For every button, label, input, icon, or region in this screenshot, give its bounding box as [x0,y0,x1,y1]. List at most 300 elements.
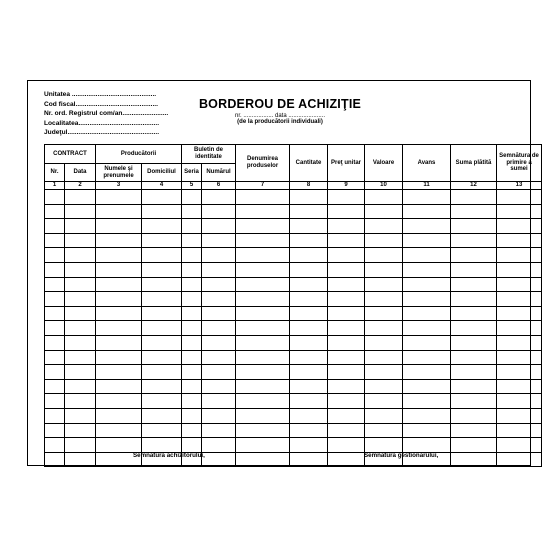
table-row [45,292,542,307]
table-cell[interactable] [236,219,290,234]
table-cell[interactable] [328,394,365,409]
table-cell[interactable] [182,190,202,205]
table-cell[interactable] [403,262,451,277]
table-cell[interactable] [497,408,542,423]
header-semnatura: Semnătura de primire a sumei [497,145,542,182]
table-cell[interactable] [182,277,202,292]
document-note: (de la producătorii individuali) [237,119,323,125]
column-number: 4 [142,182,182,190]
table-cell[interactable] [45,306,65,321]
table-cell[interactable] [365,350,403,365]
table-cell[interactable] [403,408,451,423]
table-cell[interactable] [328,262,365,277]
table-cell[interactable] [142,204,182,219]
table-cell[interactable] [290,204,328,219]
signature-achizitor: Semnătura achizitorului, [133,452,205,459]
table-cell[interactable] [96,350,142,365]
table-cell[interactable] [45,408,65,423]
table-cell[interactable] [365,394,403,409]
table-cell[interactable] [202,350,236,365]
table-cell[interactable] [182,365,202,380]
table-cell[interactable] [497,350,542,365]
table-cell[interactable] [202,423,236,438]
table-cell[interactable] [403,219,451,234]
table-cell[interactable] [365,423,403,438]
table-cell[interactable] [236,204,290,219]
table-cell[interactable] [451,204,497,219]
table-cell[interactable] [497,321,542,336]
table-cell[interactable] [290,350,328,365]
table-cell[interactable] [328,379,365,394]
table-cell[interactable] [142,292,182,307]
table-cell[interactable] [290,262,328,277]
table-cell[interactable] [202,233,236,248]
table-cell[interactable] [65,292,96,307]
table-cell[interactable] [497,277,542,292]
table-row [45,306,542,321]
table-cell[interactable] [202,204,236,219]
table-cell[interactable] [497,204,542,219]
table-cell[interactable] [142,408,182,423]
table-cell[interactable] [328,233,365,248]
table-cell[interactable] [365,438,403,453]
header-contract: CONTRACT [45,145,96,164]
table-cell[interactable] [65,365,96,380]
table-row [45,233,542,248]
table-cell[interactable] [451,292,497,307]
table-cell[interactable] [365,306,403,321]
table-cell[interactable] [236,365,290,380]
table-row [45,438,542,453]
table-cell[interactable] [403,335,451,350]
column-number: 5 [182,182,202,190]
table-cell[interactable] [328,423,365,438]
table-cell[interactable] [497,248,542,263]
purchase-table [44,144,542,467]
table-cell[interactable] [328,452,365,467]
table-cell[interactable] [290,408,328,423]
table-cell[interactable] [202,277,236,292]
table-cell[interactable] [45,219,65,234]
signature-gestionar: Semnătura gestionarului, [364,452,439,459]
table-cell[interactable] [236,277,290,292]
table-cell[interactable] [403,438,451,453]
table-cell[interactable] [65,277,96,292]
table-cell[interactable] [403,379,451,394]
table-body [45,190,542,467]
table-cell[interactable] [142,350,182,365]
table-cell[interactable] [96,365,142,380]
table-row [45,365,542,380]
table-cell[interactable] [497,423,542,438]
table-cell[interactable] [142,219,182,234]
field-localitatea: Localitatea............................................ [44,119,160,127]
table-cell[interactable] [182,292,202,307]
table-cell[interactable] [142,233,182,248]
table-cell[interactable] [497,452,542,467]
column-number: 3 [96,182,142,190]
table-cell[interactable] [290,365,328,380]
table-cell[interactable] [328,438,365,453]
table-cell[interactable] [497,379,542,394]
table-cell[interactable] [142,262,182,277]
table-cell[interactable] [96,262,142,277]
table-cell[interactable] [96,321,142,336]
column-number: 2 [65,182,96,190]
table-cell[interactable] [202,248,236,263]
table-cell[interactable] [142,423,182,438]
table-cell[interactable] [328,306,365,321]
table-row [45,248,542,263]
table-cell[interactable] [451,438,497,453]
table-cell[interactable] [236,233,290,248]
header-denumirea: Denumirea produselor [236,145,290,182]
table-cell[interactable] [451,262,497,277]
table-cell[interactable] [403,277,451,292]
table-row [45,452,542,467]
table-cell[interactable] [65,438,96,453]
field-judetul: Judeţul.................................................. [44,129,160,137]
table-cell[interactable] [202,321,236,336]
table-cell[interactable] [236,379,290,394]
table-cell[interactable] [236,408,290,423]
table-cell[interactable] [45,292,65,307]
table-cell[interactable] [96,408,142,423]
table-cell[interactable] [451,219,497,234]
table-cell[interactable] [96,277,142,292]
table-cell[interactable] [236,438,290,453]
table-cell[interactable] [65,335,96,350]
table-cell[interactable] [290,379,328,394]
table-cell[interactable] [142,248,182,263]
header-pret: Preţ unitar [328,145,365,182]
table-cell[interactable] [182,438,202,453]
column-number-row [45,182,542,190]
table-cell[interactable] [202,365,236,380]
table-cell[interactable] [182,321,202,336]
table-cell[interactable] [451,379,497,394]
table-cell[interactable] [328,365,365,380]
table-cell[interactable] [403,248,451,263]
table-cell[interactable] [96,379,142,394]
table-cell[interactable] [328,204,365,219]
table-cell[interactable] [403,190,451,205]
table-cell[interactable] [65,204,96,219]
table-cell[interactable] [182,379,202,394]
table-cell[interactable] [65,379,96,394]
table-cell[interactable] [182,350,202,365]
table-cell[interactable] [142,365,182,380]
table-cell[interactable] [328,277,365,292]
table-cell[interactable] [497,335,542,350]
table-cell[interactable] [365,335,403,350]
table-cell[interactable] [365,190,403,205]
table-cell[interactable] [65,423,96,438]
column-number: 9 [328,182,365,190]
table-cell[interactable] [202,452,236,467]
table-cell[interactable] [96,438,142,453]
table-cell[interactable] [365,321,403,336]
table-cell[interactable] [236,306,290,321]
table-cell[interactable] [182,248,202,263]
table-cell[interactable] [403,204,451,219]
table-cell[interactable] [45,277,65,292]
column-number: 13 [497,182,542,190]
table-cell[interactable] [96,190,142,205]
table-cell[interactable] [365,379,403,394]
table-header-row [45,145,542,164]
table-cell[interactable] [290,423,328,438]
table-cell[interactable] [45,248,65,263]
table-cell[interactable] [45,262,65,277]
table-cell[interactable] [328,248,365,263]
table-cell[interactable] [290,306,328,321]
table-cell[interactable] [290,321,328,336]
table-cell[interactable] [290,394,328,409]
table-cell[interactable] [290,190,328,205]
table-cell[interactable] [202,292,236,307]
column-number: 7 [236,182,290,190]
table-cell[interactable] [65,219,96,234]
header-buletin: Buletin de identitate [182,145,236,164]
table-cell[interactable] [403,365,451,380]
table-cell[interactable] [236,335,290,350]
table-cell[interactable] [96,335,142,350]
table-row [45,321,542,336]
table-cell[interactable] [45,335,65,350]
table-cell[interactable] [451,277,497,292]
table-cell[interactable] [236,394,290,409]
table-cell[interactable] [290,219,328,234]
table-row [45,204,542,219]
table-row [45,262,542,277]
table-cell[interactable] [497,190,542,205]
document-title: BORDEROU DE ACHIZIŢIE [198,97,362,111]
table-cell[interactable] [182,262,202,277]
table-cell[interactable] [365,262,403,277]
field-unitatea: Unitatea .............................................. [44,91,157,98]
table-cell[interactable] [202,219,236,234]
header-suma: Suma plătită [451,145,497,182]
table-row [45,350,542,365]
table-cell[interactable] [65,408,96,423]
table-cell[interactable] [290,438,328,453]
column-number: 6 [202,182,236,190]
table-cell[interactable] [328,292,365,307]
table-cell[interactable] [142,438,182,453]
table-cell[interactable] [328,335,365,350]
table-cell[interactable] [96,248,142,263]
table-cell[interactable] [142,335,182,350]
table-row [45,277,542,292]
table-cell[interactable] [202,394,236,409]
table-cell[interactable] [45,365,65,380]
header-valoare: Valoare [365,145,403,182]
table-row [45,423,542,438]
table-cell[interactable] [451,452,497,467]
table-cell[interactable] [451,306,497,321]
table-cell[interactable] [142,379,182,394]
table-cell[interactable] [202,335,236,350]
table-cell[interactable] [497,262,542,277]
table-cell[interactable] [45,204,65,219]
table-cell[interactable] [365,408,403,423]
column-number: 8 [290,182,328,190]
table-cell[interactable] [451,394,497,409]
table-row [45,335,542,350]
table-cell[interactable] [236,452,290,467]
table-cell[interactable] [236,321,290,336]
table-cell[interactable] [65,248,96,263]
table-cell[interactable] [403,321,451,336]
table-cell[interactable] [365,233,403,248]
table-cell[interactable] [45,350,65,365]
table-cell[interactable] [451,335,497,350]
table-cell[interactable] [45,190,65,205]
table-cell[interactable] [65,394,96,409]
table-cell[interactable] [497,306,542,321]
table-cell[interactable] [290,248,328,263]
table-cell[interactable] [182,204,202,219]
table-cell[interactable] [202,379,236,394]
table-cell[interactable] [182,219,202,234]
table-cell[interactable] [365,204,403,219]
table-cell[interactable] [182,394,202,409]
table-cell[interactable] [451,408,497,423]
table-cell[interactable] [65,350,96,365]
table-cell[interactable] [236,190,290,205]
table-row [45,379,542,394]
table-cell[interactable] [65,190,96,205]
header-producatorii: Producătorii [96,145,182,164]
table-cell[interactable] [365,219,403,234]
table-cell[interactable] [65,452,96,467]
table-cell[interactable] [182,408,202,423]
table-cell[interactable] [182,233,202,248]
table-cell[interactable] [403,292,451,307]
table-cell[interactable] [236,423,290,438]
table-cell[interactable] [202,190,236,205]
table-cell[interactable] [96,219,142,234]
table-cell[interactable] [96,423,142,438]
header-numarul: Numărul [202,164,236,182]
table-cell[interactable] [290,233,328,248]
table-cell[interactable] [290,292,328,307]
table-cell[interactable] [451,233,497,248]
table-cell[interactable] [451,248,497,263]
table-cell[interactable] [45,452,65,467]
table-cell[interactable] [403,350,451,365]
table-cell[interactable] [328,408,365,423]
table-cell[interactable] [236,262,290,277]
table-cell[interactable] [497,233,542,248]
column-number: 1 [45,182,65,190]
table-cell[interactable] [96,306,142,321]
table-cell[interactable] [328,219,365,234]
table-cell[interactable] [236,248,290,263]
table-cell[interactable] [182,335,202,350]
table-cell[interactable] [96,233,142,248]
table-cell[interactable] [497,394,542,409]
table-cell[interactable] [236,292,290,307]
table-cell[interactable] [96,204,142,219]
column-number: 11 [403,182,451,190]
header-cantitate: Cantitate [290,145,328,182]
table-cell[interactable] [365,365,403,380]
table-cell[interactable] [451,190,497,205]
table-row [45,394,542,409]
table-cell[interactable] [65,306,96,321]
table-cell[interactable] [236,350,290,365]
column-number: 12 [451,182,497,190]
table-cell[interactable] [403,423,451,438]
table-cell[interactable] [290,277,328,292]
table-cell[interactable] [142,321,182,336]
table-cell[interactable] [96,394,142,409]
table-cell[interactable] [365,292,403,307]
table-cell[interactable] [182,423,202,438]
table-cell[interactable] [328,321,365,336]
table-cell[interactable] [45,394,65,409]
table-cell[interactable] [96,292,142,307]
table-row [45,190,542,205]
table-cell[interactable] [45,423,65,438]
title-block [195,97,365,125]
table-cell[interactable] [65,262,96,277]
field-registrul-com: Nr. ord. Registrul com/an......................... [44,110,169,118]
table-cell[interactable] [142,277,182,292]
table-cell[interactable] [497,365,542,380]
table-cell[interactable] [497,438,542,453]
table-cell[interactable] [182,306,202,321]
table-cell[interactable] [65,321,96,336]
table-cell[interactable] [328,190,365,205]
table-cell[interactable] [142,306,182,321]
table-cell[interactable] [45,233,65,248]
table-cell[interactable] [403,306,451,321]
header-avans: Avans [403,145,451,182]
table-cell[interactable] [45,438,65,453]
table-cell[interactable] [497,219,542,234]
table-cell[interactable] [403,394,451,409]
table-cell[interactable] [290,335,328,350]
header-seria: Seria [182,164,202,182]
table-cell[interactable] [290,452,328,467]
table-cell[interactable] [451,365,497,380]
table-cell[interactable] [328,350,365,365]
table-cell[interactable] [451,350,497,365]
table-cell[interactable] [65,233,96,248]
table-cell[interactable] [202,408,236,423]
table-row [45,219,542,234]
table-cell[interactable] [403,233,451,248]
table-cell[interactable] [45,321,65,336]
table-cell[interactable] [365,248,403,263]
table-row [45,408,542,423]
table-cell[interactable] [451,423,497,438]
header-data: Data [65,164,96,182]
table-cell[interactable] [202,262,236,277]
table-cell[interactable] [451,321,497,336]
table-cell[interactable] [142,394,182,409]
table-cell[interactable] [142,190,182,205]
table-cell[interactable] [202,438,236,453]
table-cell[interactable] [365,277,403,292]
table-cell[interactable] [202,306,236,321]
table-cell[interactable] [45,379,65,394]
table-cell[interactable] [497,292,542,307]
column-number: 10 [365,182,403,190]
